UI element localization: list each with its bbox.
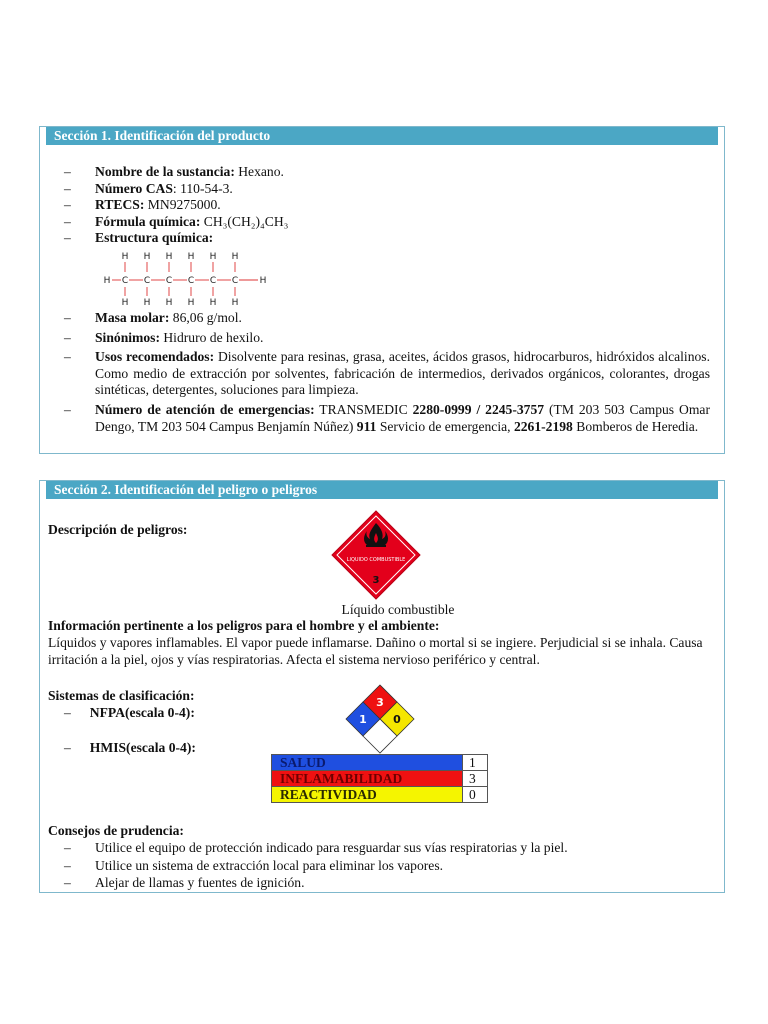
precautions-list [64,840,710,892]
list-item: – Sinónimos: Hidruro de hexilo. [64,329,264,345]
table-row [272,755,488,771]
section-1 [39,126,725,454]
flammable-liquid-placard-icon [330,509,422,601]
precautions-label: Consejos de prudencia: [48,823,184,838]
list-item: – Alejar de llamas y fuentes de ignición. [64,875,305,891]
atom-h: H [231,252,239,262]
nfpa-flammability-value: 3 [376,696,384,709]
section-2 [39,480,725,893]
list-item: – RTECS: MN9275000. [64,197,221,213]
atom-h: H [231,298,239,307]
nfpa-item: – NFPA(escala 0-4): [64,705,195,720]
atom-c: C [187,276,195,286]
nfpa-diamond-icon [344,683,416,755]
hmis-table [271,754,488,803]
atom-h: H [143,252,151,262]
atom-h: H [187,252,195,262]
list-item: – Fórmula química: CH₃(CH₂)₄CH₃ [64,213,289,229]
atom-h: H [121,298,129,307]
nfpa-reactivity-value: 0 [393,713,401,726]
atom-h-right: H [259,276,267,286]
hmis-health-value: 1 [463,755,488,771]
hmis-reactivity-label: REACTIVIDAD [272,787,463,803]
list-item: – Estructura química: [64,230,214,246]
placard-caption: Líquido combustible [341,602,455,617]
product-identification-list [64,164,710,247]
list-item: – Utilice un sistema de extracción local para eliminar los vapores. [64,857,444,873]
list-item: – Masa molar: 86,06 g/mol. [64,310,242,325]
hmis-reactivity-value: 0 [463,787,488,803]
atom-h: H [143,298,151,307]
hmis-item: – HMIS(escala 0-4): [64,740,196,755]
atom-h: H [187,298,195,307]
atom-h: H [209,252,217,262]
atom-c: C [121,276,129,286]
hmis-health-label: SALUD [272,755,463,771]
list-item: – Utilice el equipo de protección indicado para resguardar sus vías respiratorias y la piel. [64,840,568,855]
hexane-structure-diagram [100,251,270,307]
atom-h: H [165,298,173,307]
placard-class-number: 3 [372,575,380,586]
atom-c: C [165,276,173,286]
classification-systems-label: Sistemas de clasificación: [48,688,195,703]
product-identification-list-2 [64,310,710,435]
emergency-contact-item: – Número de atención de emergencias: TRANSMEDIC 2280-0999 / 2245-3757 (TM 203 503 Campus Omar Dengo, TM 203 504 Campus Benjamín Núñez) 911 Servicio de emergencia, 2261-2198 Bomberos de Heredia. [64,401,710,434]
hazard-info-text: Líquidos y vapores inflamables. El vapor puede inflamarse. Dañino o mortal si se ingiere. Perjudicial si se inhala. Causa irritación a la piel, ojos y vías respiratorias. Afecta el sistema nervioso periférico y central. [48,635,703,667]
section-2-header: Sección 2. Identificación del peligro o peligros [46,481,718,499]
nfpa-health-value: 1 [359,713,367,726]
atom-c: C [143,276,151,286]
hazard-description-label: Descripción de peligros: [48,522,188,537]
atom-c: C [231,276,239,286]
table-row [272,771,488,787]
placard-text: LIQUIDO COMBUSTIBLE [346,557,406,563]
section-1-header: Sección 1. Identificación del producto [46,127,718,145]
atom-h-left: H [103,276,111,286]
hmis-flammability-value: 3 [463,771,488,787]
atom-h: H [121,252,129,262]
atom-c: C [209,276,217,286]
list-item: – Nombre de la sustancia: Hexano. [64,164,284,179]
hmis-flammability-label: INFLAMABILIDAD [272,771,463,787]
atom-h: H [209,298,217,307]
table-row [272,787,488,803]
hazard-info-label: Información pertinente a los peligros para el hombre y el ambiente: [48,618,440,633]
list-item: – Usos recomendados: Disolvente para resinas, grasa, aceites, ácidos grasos, hidrocarburos, hidróxidos alcalinos. Como medio de extracción por solventes, fabricación de intermedios, derivados orgánicos, colorantes, drogas sintéticas, detergentes, soluciones para limpieza. [64,349,710,398]
atom-h: H [165,252,173,262]
list-item: – Número CAS: 110-54-3. [64,180,233,196]
